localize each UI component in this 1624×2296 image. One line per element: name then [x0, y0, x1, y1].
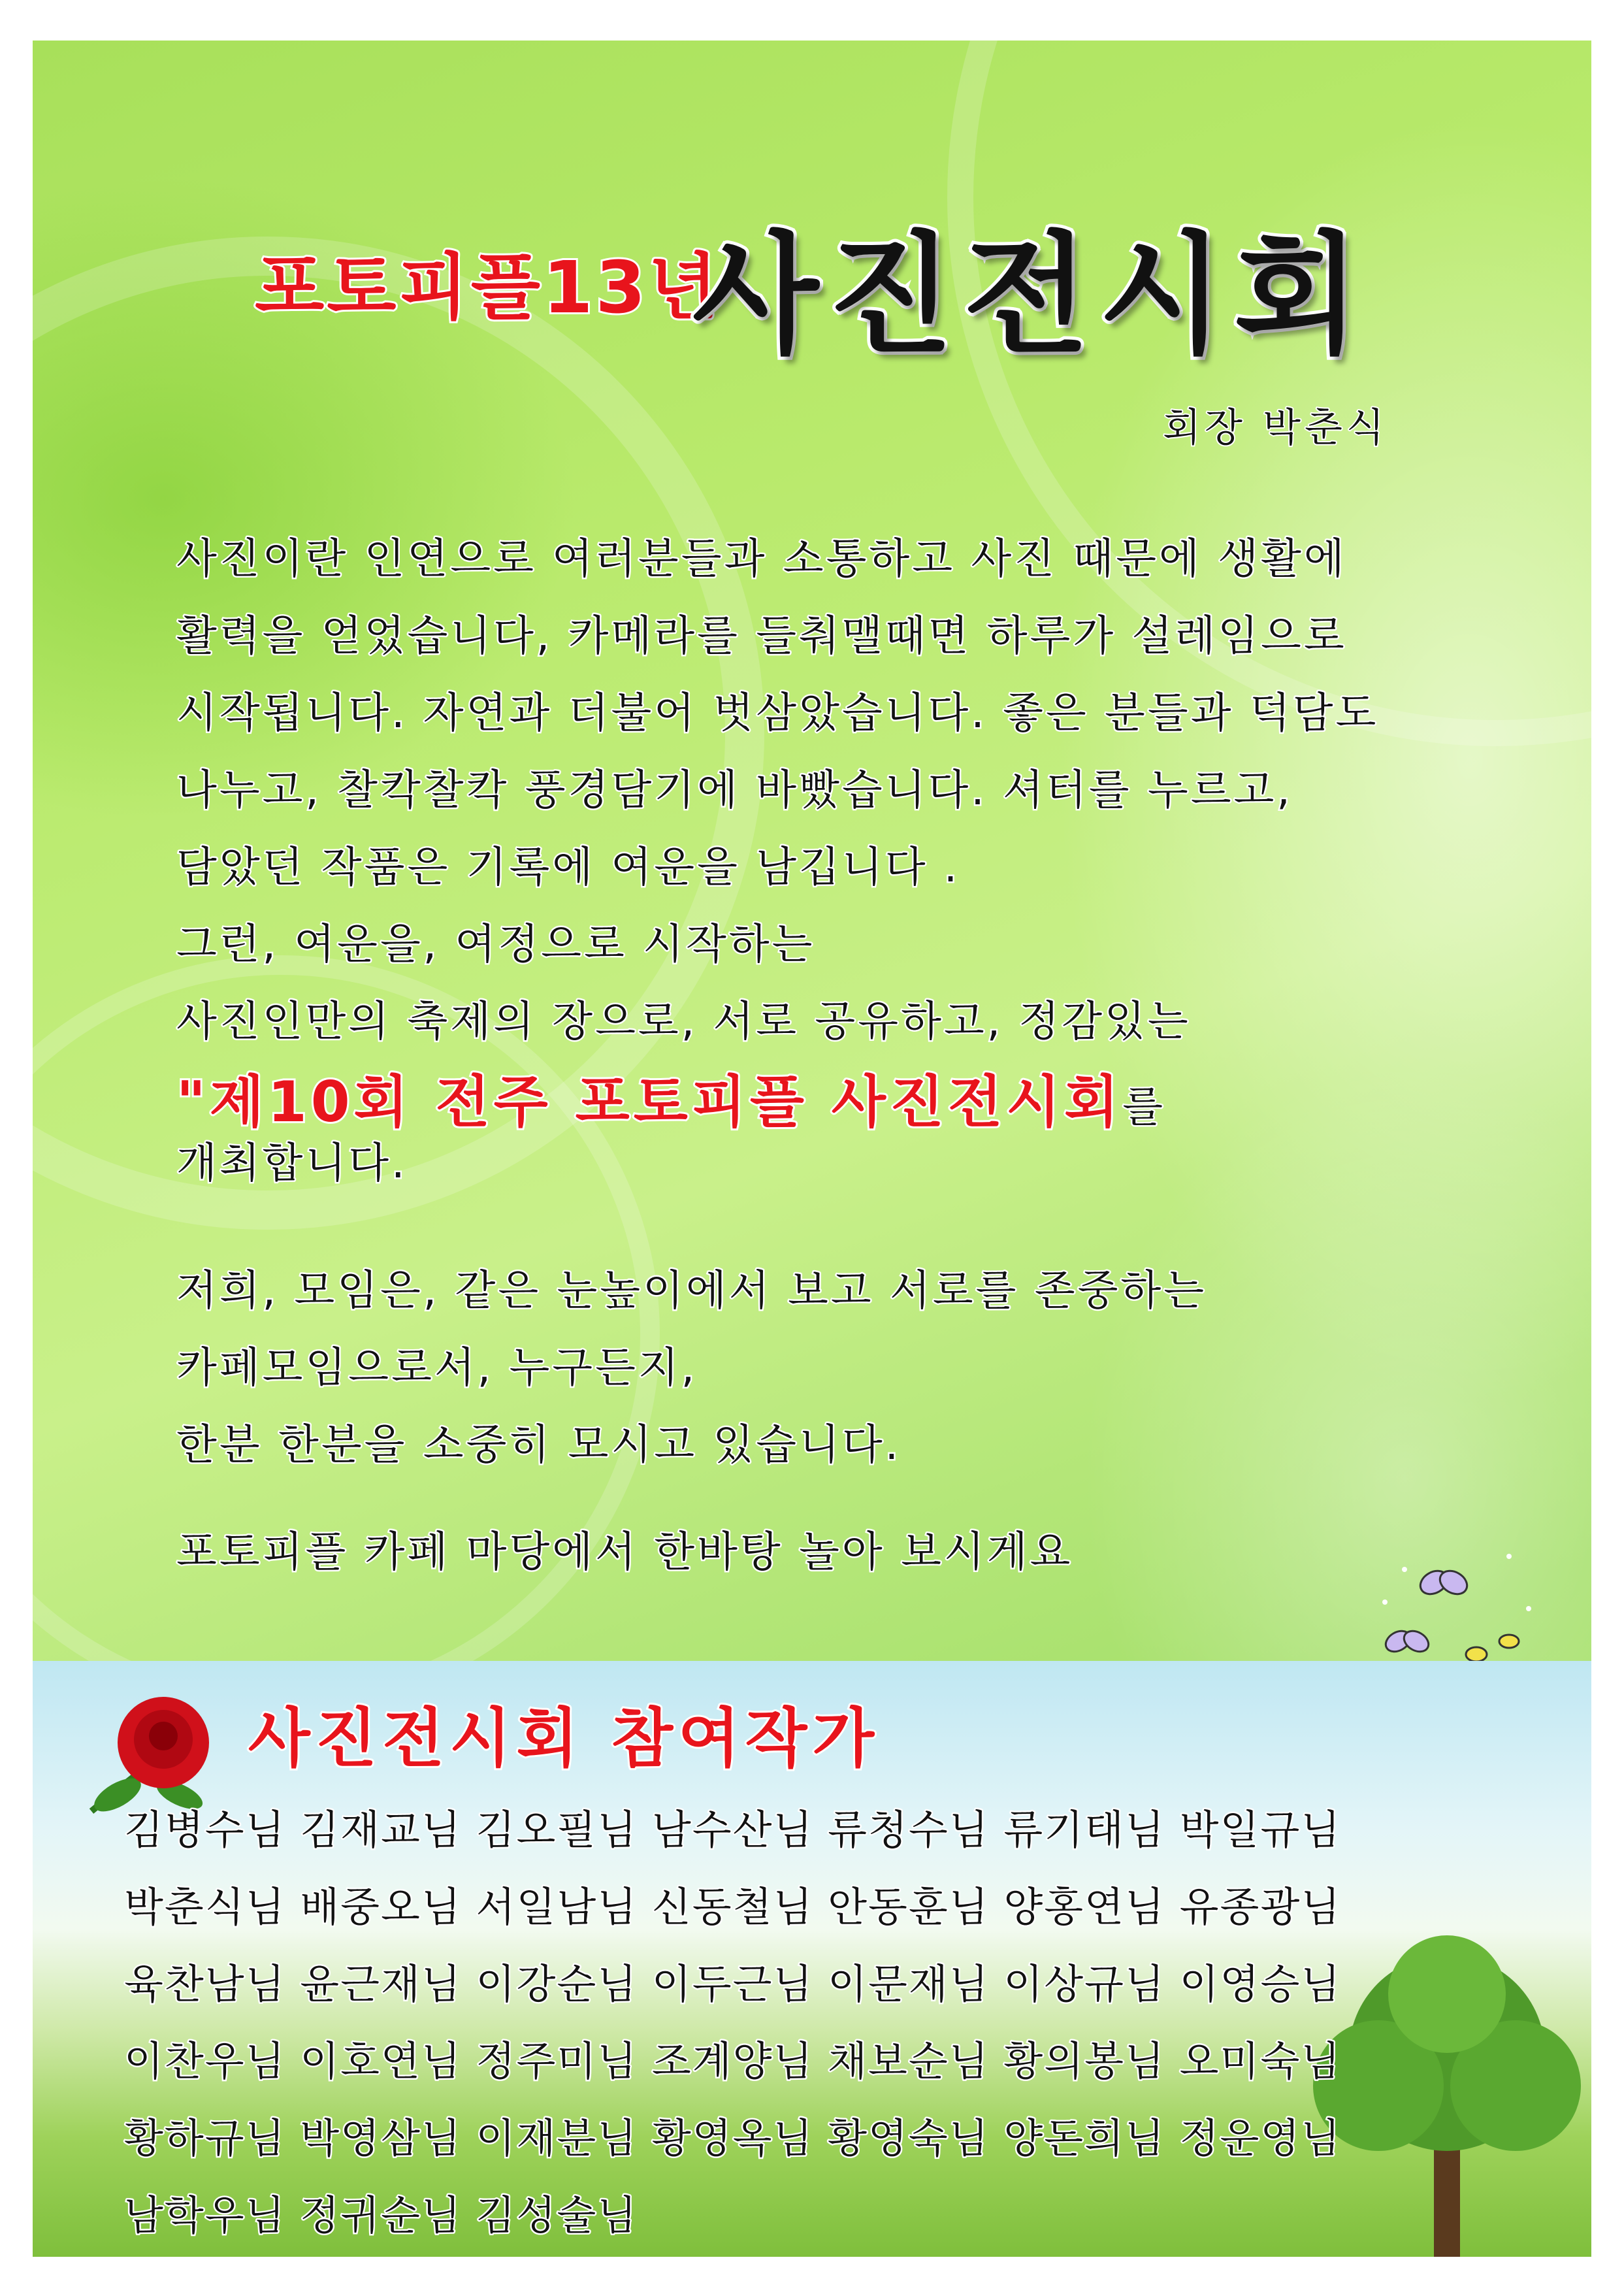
text-line: 시작됩니다. 자연과 더불어 벗삼았습니다. 좋은 분들과 덕담도	[176, 689, 1379, 738]
text-line: 저희, 모임은, 같은 눈높이에서 보고 서로를 존중하는	[176, 1267, 1207, 1315]
title-prefix: 포토피플13년	[255, 246, 721, 329]
text-line: 담았던 작품은 기록에 여운을 남깁니다 .	[176, 844, 960, 892]
text-line: 카페모임으로서, 누구든지,	[176, 1344, 698, 1392]
text-line: 포토피플 카페 마당에서 한바탕 놀아 보시게요	[176, 1528, 1073, 1577]
exhibition-name: "제10회 전주 포토피플 사진전시회	[176, 1070, 1123, 1135]
artist-list	[124, 1792, 1535, 2254]
text-line: 한분 한분을 소중히 모시고 있습니다.	[176, 1421, 901, 1469]
text-line: 사진인만의 축제의 장으로, 서로 공유하고, 정감있는	[176, 998, 1191, 1046]
title-row	[216, 184, 1457, 372]
artist-row: 남학우님 정귀순님 김성술님	[124, 2191, 638, 2239]
text-line: 개최합니다.	[176, 1140, 408, 1188]
artist-row: 박춘식님 배중오님 서일남님 신동철님 안동훈님 양홍연님 유종광님	[124, 1883, 1342, 1931]
president-signature: 회장 박춘식	[1163, 405, 1388, 451]
artist-row: 육찬남님 윤근재님 이강순님 이두근님 이문재님 이상규님 이영승님	[124, 1960, 1342, 2008]
artists-title: 사진전시회 참여작가	[248, 1701, 880, 1776]
artist-row: 이찬우님 이호연님 정주미님 조계양님 채보순님 황의봉님 오미숙님	[124, 2037, 1342, 2085]
text-line: 활력을 얻었습니다, 카메라를 들춰맬때면 하루가 설레임으로	[176, 612, 1347, 661]
text-line: 나누고, 찰칵찰칵 풍경담기에 바빴습니다. 셔터를 누르고,	[176, 766, 1293, 815]
artists-panel	[33, 1661, 1591, 2257]
paragraph-invitation	[176, 1514, 1509, 1591]
text-line: 그런, 여운을, 여정으로 시작하는	[176, 921, 815, 969]
paragraph-intro	[176, 521, 1509, 906]
exhibition-name-suffix: 를	[1122, 1083, 1166, 1132]
paragraph-festival	[176, 906, 1509, 1060]
page-title: 사진전시회	[692, 220, 1370, 372]
paragraph-festival-end	[176, 1125, 1509, 1202]
paragraph-community	[176, 1253, 1509, 1484]
artist-row: 황하규님 박영삼님 이재분님 황영옥님 황영숙님 양돈희님 정운영님	[124, 2114, 1342, 2162]
artist-row: 김병수님 김재교님 김오필님 남수산님 류청수님 류기태님 박일규님	[124, 1806, 1342, 1854]
text-line: 사진이란 인연으로 여러분들과 소통하고 사진 때문에 생활에	[176, 535, 1347, 583]
poster	[33, 41, 1591, 2257]
